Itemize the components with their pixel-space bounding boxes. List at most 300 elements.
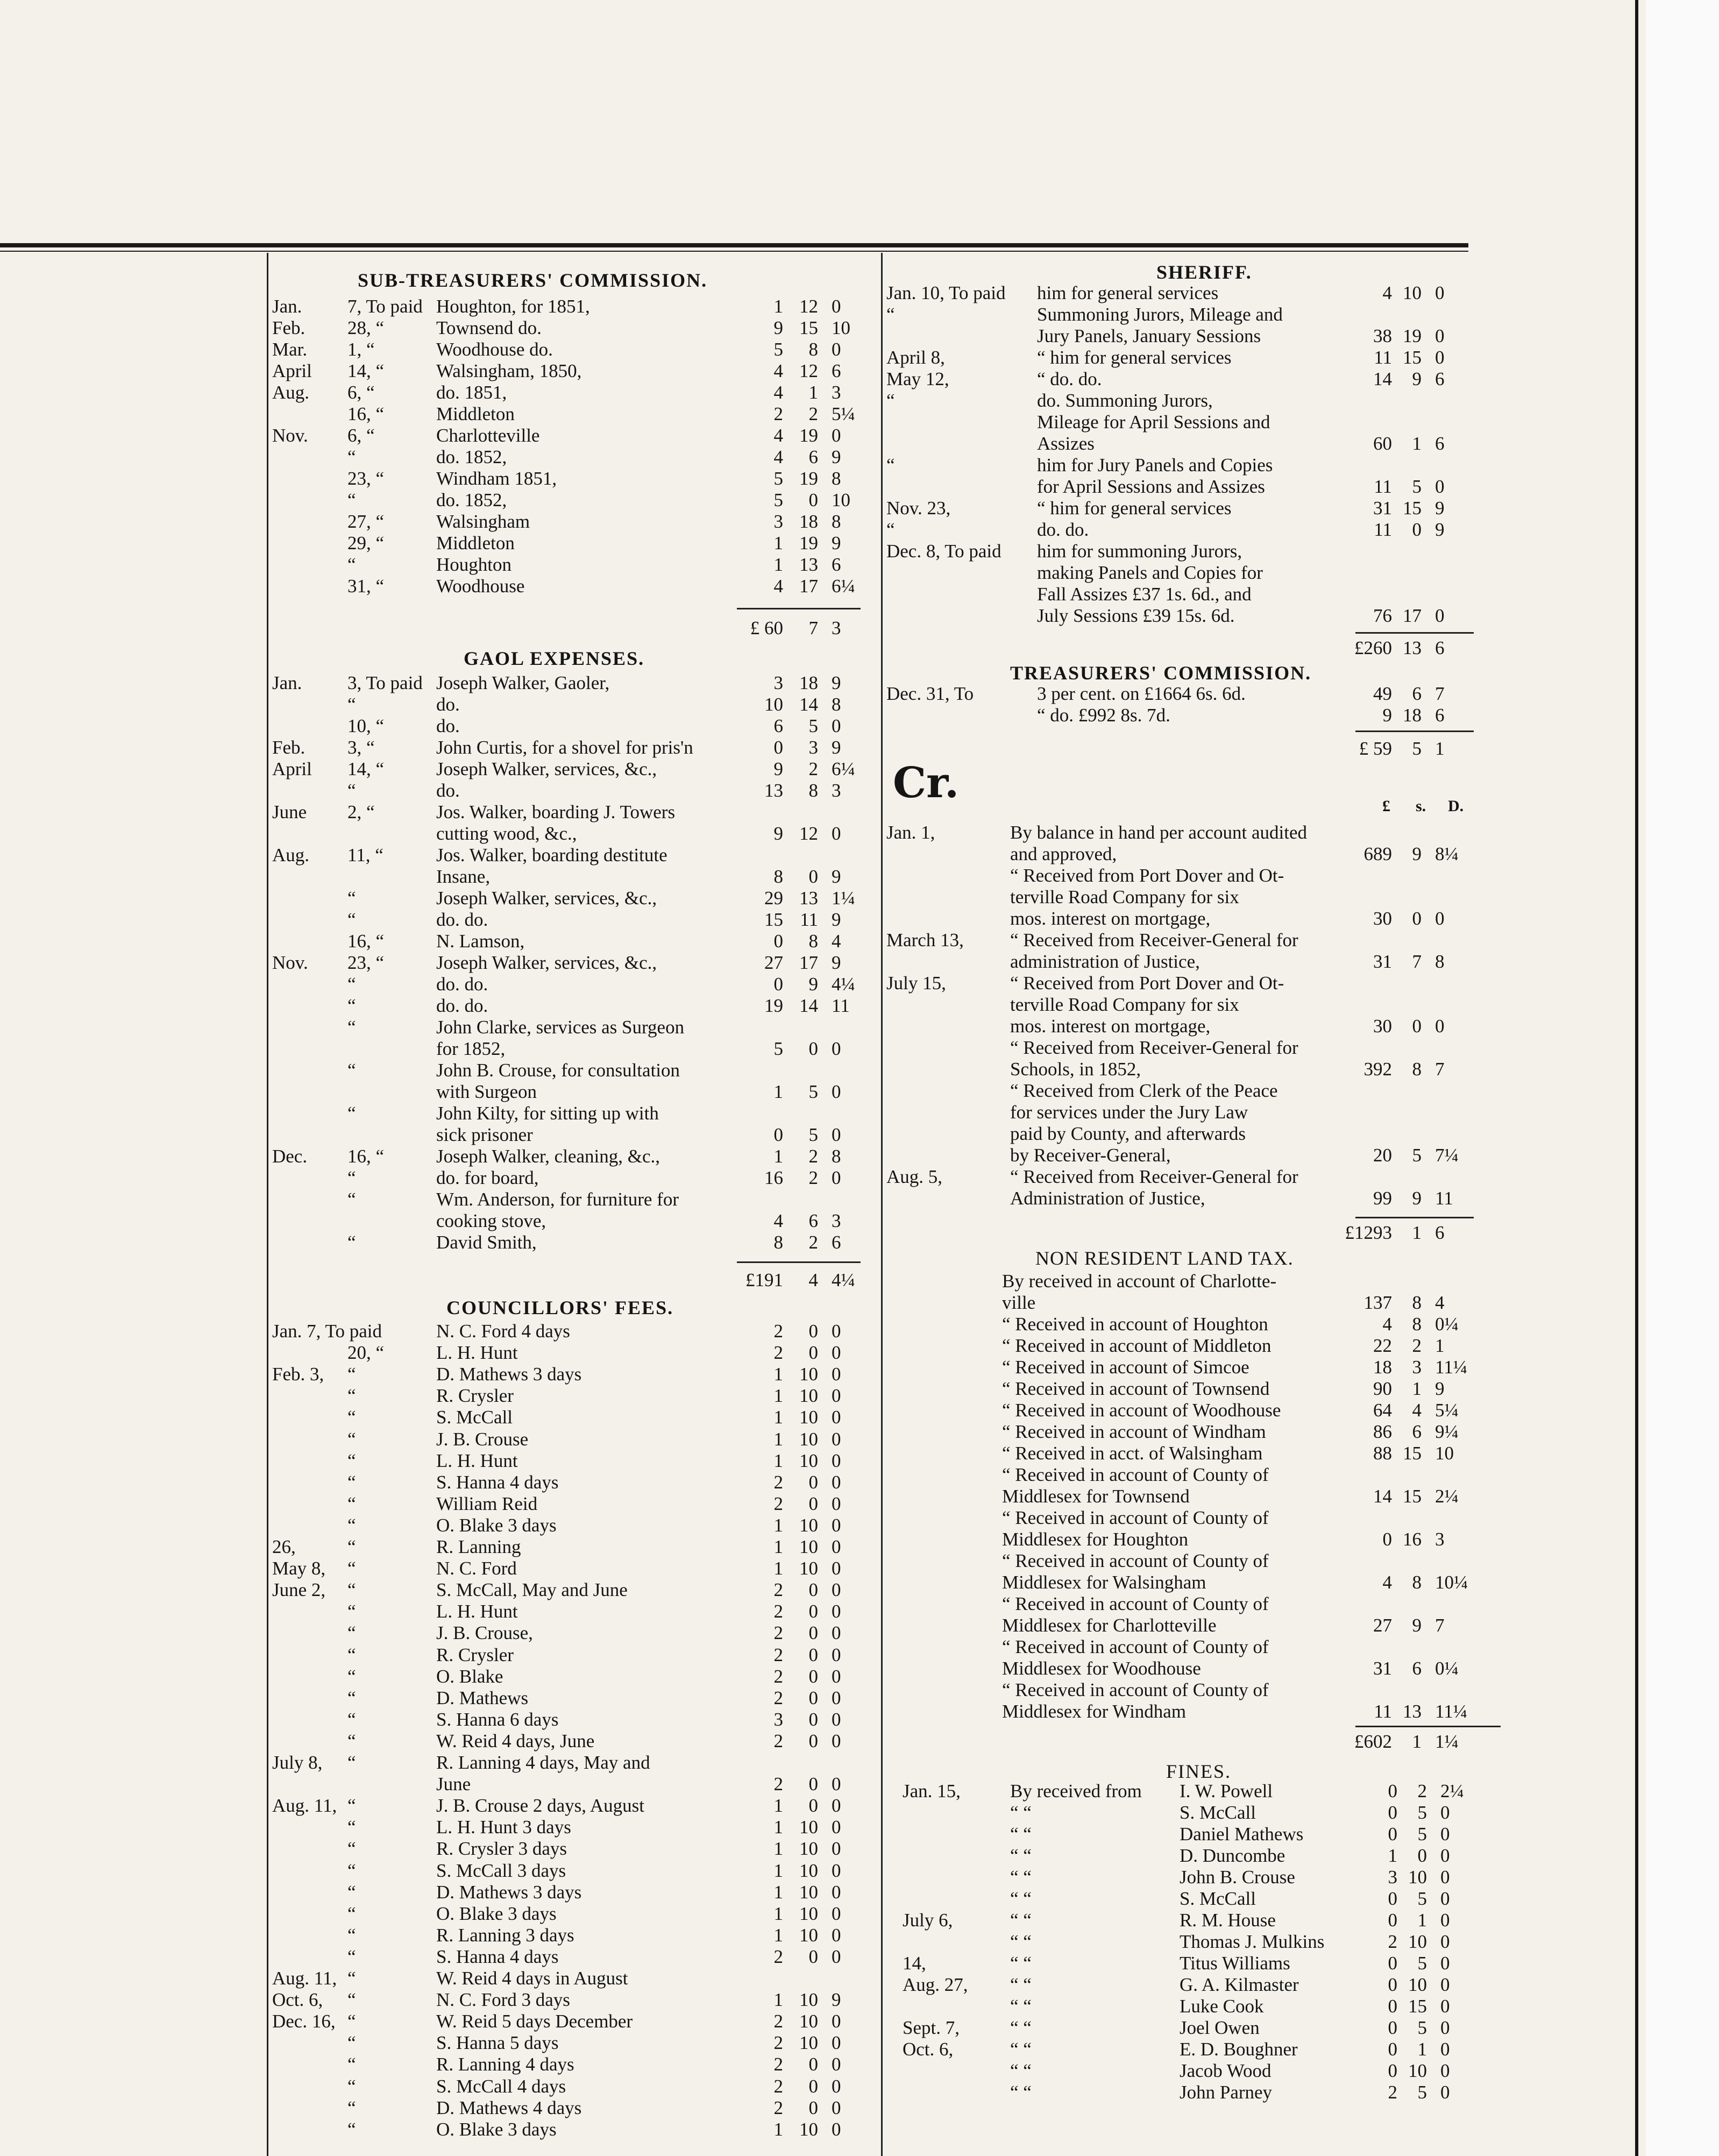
entry-description: S. McCall 4 days <box>436 2075 566 2097</box>
entry-description: John B. Crouse <box>1180 1867 1295 1888</box>
amount-shillings: 5 <box>1417 1953 1427 1974</box>
amount-pounds: 0 <box>1388 1910 1397 1931</box>
amount-shillings: 10 <box>799 1385 818 1407</box>
cr-heading: Cr. <box>893 758 960 807</box>
councillors-row <box>272 1817 875 1838</box>
fines-row <box>903 2082 1494 2103</box>
amount-pence: 0 <box>832 2054 841 2075</box>
amount-shillings: 10 <box>799 1860 818 1881</box>
councillors-row <box>272 1579 875 1601</box>
amount-pence: 0 <box>832 1860 841 1881</box>
amount-pounds: 38 <box>1373 325 1392 346</box>
councillors-row <box>272 1601 875 1622</box>
entry-description: Joseph Walker, services, &c., <box>436 888 657 909</box>
heading-land-tax: NON RESIDENT LAND TAX. <box>1035 1247 1294 1269</box>
entry-description: “ Received from Port Dover and Ot- <box>1010 973 1284 994</box>
amount-pounds: 1 <box>773 1385 783 1407</box>
amount-pence: 0 <box>832 1450 841 1471</box>
entry-date: Oct. 6, <box>903 2039 954 2060</box>
amount-pence: 0 <box>832 1622 841 1644</box>
entry-description: N. C. Ford <box>436 1558 517 1579</box>
sheriff-row <box>886 304 1494 325</box>
amount-shillings: 12 <box>799 360 818 381</box>
entry-date: Oct. 6, <box>272 1989 323 2011</box>
col-shillings: s. <box>1416 797 1426 815</box>
entry-date: Jan. 10, To paid <box>886 282 1006 303</box>
entry-description: do. <box>436 694 460 715</box>
entry-description: O. Blake 3 days <box>436 1903 557 1924</box>
amount-pounds: 2 <box>773 1774 783 1795</box>
entry-ditto: 16, “ <box>347 931 385 952</box>
amount-pence: 0 <box>1440 1888 1450 1909</box>
entry-ditto: “ “ <box>1010 2017 1032 2038</box>
amount-pounds: 689 <box>1363 843 1392 864</box>
entry-description: “ Received in account of Windham <box>1002 1421 1266 1442</box>
amount-shillings: 10 <box>799 1428 818 1450</box>
entry-date: “ <box>886 304 895 325</box>
entry-ditto: “ “ <box>1010 1867 1032 1888</box>
land-tax-row <box>886 1679 1494 1701</box>
sheriff-row <box>886 519 1494 541</box>
entry-description: John Kilty, for sitting up with <box>436 1103 659 1124</box>
amount-pence: 0¼ <box>1435 1658 1459 1679</box>
entry-description: Insane, <box>436 866 491 887</box>
amount-pounds: 1 <box>773 1989 783 2011</box>
entry-description: S. McCall 3 days <box>436 1860 566 1881</box>
amount-pence: 0 <box>832 1730 841 1751</box>
col-pounds: £ <box>1382 797 1390 815</box>
entry-description: do. 1852, <box>436 490 507 510</box>
entry-description: R. Lanning 3 days <box>436 1924 574 1946</box>
amount-pence: 9 <box>1435 519 1445 540</box>
entry-date: “ <box>886 455 895 476</box>
amount-shillings: 10 <box>799 1989 818 2011</box>
councillors-row <box>272 1989 875 2011</box>
amount-pence: 4¼ <box>832 974 855 995</box>
sheriff-row <box>886 282 1494 304</box>
amount-pounds: 4 <box>773 576 783 597</box>
amount-pence: 0 <box>832 1385 841 1407</box>
amount-pounds: 90 <box>1373 1378 1392 1399</box>
entry-ditto: “ <box>347 1536 356 1557</box>
gaol-row <box>272 995 875 1017</box>
fines-row <box>903 1802 1494 1824</box>
entry-description: J. B. Crouse, <box>436 1622 533 1644</box>
entry-description: O. Blake <box>436 1665 503 1687</box>
cr-row <box>886 973 1494 994</box>
entry-description: do. for board, <box>436 1167 539 1188</box>
amount-shillings: 9 <box>808 974 818 995</box>
amount-pence: 0 <box>1435 476 1445 497</box>
entry-ditto: “ <box>347 1017 356 1038</box>
sub-treasurers-row <box>272 317 875 339</box>
gaol-row <box>272 737 875 758</box>
entry-ditto: “ <box>347 1167 356 1188</box>
amount-pounds: 27 <box>764 952 783 973</box>
amount-shillings: 10 <box>799 1407 818 1428</box>
amount-pounds: 1 <box>773 1428 783 1450</box>
sub-treasurers-row <box>272 296 875 317</box>
entry-description: Luke Cook <box>1180 1996 1264 2017</box>
amount-pence: 11¼ <box>1435 1701 1467 1722</box>
entry-description: R. Crysler 3 days <box>436 1838 567 1860</box>
amount-pence: 0 <box>1440 1974 1450 1995</box>
amount-shillings: 0 <box>808 1622 818 1644</box>
entry-ditto: “ <box>347 2075 356 2097</box>
amount-pence: 5¼ <box>832 403 855 424</box>
page-margin <box>1646 0 1719 2156</box>
entry-description: “ Received in account of County of <box>1002 1679 1269 1700</box>
fines-row <box>903 2039 1494 2060</box>
entry-description: O. Blake 3 days <box>436 1514 557 1536</box>
fines-row <box>903 1931 1494 1953</box>
entry-ditto: 28, “ <box>347 317 385 338</box>
entry-date: Aug. <box>272 382 310 403</box>
entry-description: “ Received from Receiver-General for <box>1010 1037 1298 1058</box>
entry-ditto: “ <box>347 2011 356 2032</box>
gaol-row <box>272 1103 875 1124</box>
entry-ditto: “ <box>347 1450 356 1471</box>
amount-shillings: 5 <box>1412 1145 1422 1166</box>
entry-description: do. 1852, <box>436 446 507 467</box>
entry-date: July 6, <box>903 1910 953 1931</box>
amount-pence: 9 <box>832 909 841 930</box>
left-margin-rule <box>267 253 268 2156</box>
councillors-row <box>272 1709 875 1731</box>
amount-pence: 0 <box>1440 1996 1450 2017</box>
amount-pounds: 9 <box>773 317 783 338</box>
total-shillings: 1 <box>1412 1222 1422 1243</box>
amount-pence: 0 <box>1435 1016 1445 1037</box>
entry-date: Aug. 11, <box>272 1968 337 1989</box>
land-tax-row <box>886 1443 1494 1464</box>
entry-description: Walsingham, 1850, <box>436 360 582 381</box>
entry-date: May 8, <box>272 1558 326 1579</box>
amount-shillings: 8 <box>1412 1292 1422 1313</box>
entry-description: Woodhouse do. <box>436 339 553 360</box>
amount-shillings: 13 <box>1403 1701 1422 1722</box>
entry-description: Jury Panels, January Sessions <box>1037 325 1261 346</box>
cr-row <box>886 1080 1494 1102</box>
councillors-row <box>272 1925 875 1946</box>
amount-pence: 3 <box>1435 1529 1445 1550</box>
entry-date: Nov. 23, <box>886 498 951 519</box>
entry-ditto: “ <box>347 1428 356 1450</box>
entry-description: for April Sessions and Assizes <box>1037 476 1265 497</box>
councillors-row <box>272 1321 875 1342</box>
amount-pounds: 5 <box>773 490 783 510</box>
amount-pence: 0 <box>832 1665 841 1687</box>
entry-description: him for general services <box>1037 282 1219 303</box>
amount-pounds: 49 <box>1373 683 1392 704</box>
amount-shillings: 8 <box>1412 1314 1422 1335</box>
amount-shillings: 10 <box>799 1838 818 1860</box>
entry-description: Middlesex for Walsingham <box>1002 1572 1206 1593</box>
amount-pounds: 2 <box>773 1471 783 1493</box>
cr-row <box>886 1145 1494 1166</box>
total-pounds: £260 <box>1354 637 1392 658</box>
amount-pence: 0 <box>832 1038 841 1059</box>
fines-row <box>903 1953 1494 1974</box>
treasurers-row <box>886 683 1494 705</box>
entry-description: S. Hanna 4 days <box>436 1946 559 1967</box>
entry-description: G. A. Kilmaster <box>1180 1974 1299 1995</box>
councillors-row <box>272 2054 875 2075</box>
amount-shillings: 2 <box>808 758 818 779</box>
entry-description: Middlesex for Woodhouse <box>1002 1658 1201 1679</box>
amount-pounds: 0 <box>1388 2060 1397 2081</box>
entry-description: “ Received in account of County of <box>1002 1636 1269 1657</box>
entry-ditto: “ <box>347 1708 356 1730</box>
amount-pence: 9 <box>832 737 841 758</box>
amount-pounds: 14 <box>1373 1486 1392 1507</box>
amount-pounds: 3 <box>1388 1867 1397 1888</box>
land-tax-row <box>886 1486 1494 1507</box>
entry-description: Fall Assizes £37 1s. 6d., and <box>1037 584 1252 605</box>
sheriff-row <box>886 455 1494 476</box>
amount-pounds: 30 <box>1373 908 1392 929</box>
amount-shillings: 0 <box>808 1687 818 1708</box>
entry-ditto: “ <box>347 888 356 909</box>
gaol-row <box>272 974 875 995</box>
entry-ditto: “ <box>347 1752 356 1773</box>
entry-description: R. Lanning 4 days <box>436 2054 574 2075</box>
councillors-row <box>272 1946 875 1968</box>
amount-pounds: 16 <box>764 1167 783 1188</box>
amount-pence: 8 <box>832 511 841 532</box>
entry-ditto: “ “ <box>1010 1953 1032 1974</box>
amount-shillings: 0 <box>1412 908 1422 929</box>
sub-treasurers-row <box>272 382 875 403</box>
amount-pence: 8 <box>832 694 841 715</box>
amount-shillings: 10 <box>799 1881 818 1903</box>
amount-shillings: 10 <box>1403 282 1422 303</box>
entry-ditto: 27, “ <box>347 511 385 532</box>
amount-shillings: 11 <box>800 909 818 930</box>
entry-description: mos. interest on mortgage, <box>1010 908 1211 929</box>
amount-pounds: 4 <box>773 1210 783 1231</box>
entry-date: March 13, <box>886 930 964 951</box>
land-tax-row <box>886 1378 1494 1400</box>
entry-description: 3 per cent. on £1664 6s. 6d. <box>1037 683 1246 704</box>
gaol-row <box>272 866 875 888</box>
amount-pence: 0 <box>1435 325 1445 346</box>
gaol-row <box>272 1232 875 1253</box>
entry-ditto: “ <box>347 1860 356 1881</box>
cr-row <box>886 1037 1494 1059</box>
councillors-row <box>272 1968 875 1989</box>
total-pence: 1¼ <box>1435 1731 1459 1752</box>
amount-shillings: 9 <box>1412 1615 1422 1636</box>
top-rule-thin <box>0 251 1468 252</box>
entry-description: W. Reid 5 days December <box>436 2011 633 2032</box>
amount-pounds: 88 <box>1373 1443 1392 1464</box>
amount-shillings: 5 <box>1412 476 1422 497</box>
amount-pence: 0 <box>832 296 841 317</box>
amount-pounds: 2 <box>1388 1931 1397 1952</box>
amount-pence: 0 <box>832 339 841 360</box>
amount-shillings: 5 <box>808 1081 818 1102</box>
amount-pence: 8 <box>1435 951 1445 972</box>
amount-pence: 7 <box>1435 683 1445 704</box>
entry-description: “ Received in account of County of <box>1002 1464 1269 1485</box>
sheriff-row <box>886 433 1494 455</box>
amount-shillings: 3 <box>1412 1357 1422 1378</box>
amount-shillings: 18 <box>799 511 818 532</box>
amount-pounds: 6 <box>773 715 783 736</box>
entry-description: Summoning Jurors, Mileage and <box>1037 304 1283 325</box>
entry-description: E. D. Boughner <box>1180 2039 1298 2060</box>
amount-pence: 9 <box>832 672 841 693</box>
entry-description: “ Received in account of Houghton <box>1002 1314 1268 1335</box>
amount-shillings: 8 <box>808 339 818 360</box>
amount-pounds: 2 <box>773 2075 783 2097</box>
entry-ditto: 16, “ <box>347 1146 385 1167</box>
amount-shillings: 2 <box>1417 1781 1427 1802</box>
entry-ditto: 29, “ <box>347 533 385 554</box>
amount-shillings: 10 <box>1408 1931 1427 1952</box>
entry-description: Windham 1851, <box>436 468 557 489</box>
amount-shillings: 9 <box>1412 368 1422 389</box>
amount-pounds: 0 <box>1388 1824 1397 1845</box>
amount-shillings: 2 <box>808 1167 818 1188</box>
amount-pence: 0 <box>1435 282 1445 303</box>
amount-pence: 0 <box>832 823 841 844</box>
gaol-row <box>272 931 875 952</box>
gaol-row <box>272 823 875 845</box>
land-tax-row <box>886 1636 1494 1658</box>
fines-row <box>903 1824 1494 1845</box>
entry-ditto: “ <box>347 446 356 467</box>
entry-date: Jan. 1, <box>886 822 935 843</box>
entry-description: D. Mathews <box>436 1687 529 1708</box>
amount-shillings: 1 <box>808 382 818 403</box>
entry-ditto: 11, “ <box>347 845 383 866</box>
entry-description: R. Lanning <box>436 1536 521 1557</box>
amount-pence: 0 <box>832 2011 841 2032</box>
entry-description: Wm. Anderson, for furniture for <box>436 1189 679 1210</box>
entry-ditto: “ <box>347 780 356 801</box>
amount-shillings: 14 <box>799 995 818 1016</box>
entry-description: Joseph Walker, Gaoler, <box>436 672 610 693</box>
amount-shillings: 16 <box>1403 1529 1422 1550</box>
amount-pounds: 76 <box>1373 605 1392 626</box>
entry-date: Jan. 7, To paid <box>272 1321 382 1342</box>
amount-shillings: 8 <box>808 931 818 952</box>
gaol-row <box>272 715 875 737</box>
amount-shillings: 0 <box>808 1342 818 1364</box>
entry-ditto: “ <box>347 2032 356 2054</box>
amount-pounds: 1 <box>773 1364 783 1385</box>
gaol-row <box>272 758 875 780</box>
land-tax-row <box>886 1421 1494 1443</box>
entry-ditto: 2, “ <box>347 802 375 822</box>
entry-description: Joseph Walker, services, &c., <box>436 758 657 779</box>
entry-description: R. Crysler <box>436 1644 514 1665</box>
amount-pounds: 0 <box>1388 1996 1397 2017</box>
entry-date: Jan. 15, <box>903 1781 961 1802</box>
fines-row <box>903 1974 1494 1996</box>
amount-pence: 0 <box>832 1342 841 1364</box>
amount-pounds: 2 <box>773 1665 783 1687</box>
amount-shillings: 19 <box>799 425 818 446</box>
entry-description: D. Duncombe <box>1180 1845 1285 1866</box>
entry-description: By received in account of Charlotte- <box>1002 1271 1277 1292</box>
amount-pence: 6 <box>1435 433 1445 454</box>
gaol-row <box>272 1167 875 1189</box>
amount-shillings: 0 <box>808 2054 818 2075</box>
amount-shillings: 0 <box>1417 1845 1427 1866</box>
entry-date: Feb. <box>272 737 306 758</box>
amount-shillings: 14 <box>799 694 818 715</box>
amount-pence: 9 <box>1435 498 1445 519</box>
amount-shillings: 5 <box>1417 2017 1427 2038</box>
entry-date: Aug. 5, <box>886 1166 943 1187</box>
amount-pence: 10 <box>1435 1443 1454 1464</box>
amount-pounds: 14 <box>1373 368 1392 389</box>
amount-pounds: 2 <box>773 2032 783 2054</box>
amount-pence: 10 <box>832 317 850 338</box>
entry-ditto: “ “ <box>1010 2039 1032 2060</box>
councillors-row <box>272 1622 875 1644</box>
amount-pence: 6 <box>832 1232 841 1253</box>
entry-ditto: “ <box>347 909 356 930</box>
fines-row <box>903 1888 1494 1910</box>
entry-date: Nov. <box>272 425 308 446</box>
councillors-row <box>272 2011 875 2032</box>
amount-pence: 9¼ <box>1435 1421 1459 1442</box>
amount-pence: 0 <box>832 1644 841 1665</box>
amount-pence: 0 <box>1440 2082 1450 2103</box>
amount-pence: 0 <box>832 1881 841 1903</box>
amount-pounds: 11 <box>1374 347 1392 368</box>
amount-pence: 11 <box>832 995 850 1016</box>
entry-description: July Sessions £39 15s. 6d. <box>1037 605 1235 626</box>
amount-pounds: 31 <box>1373 951 1392 972</box>
amount-pence: 0 <box>1440 1931 1450 1952</box>
councillors-row <box>272 1364 875 1385</box>
councillors-row <box>272 1752 875 1774</box>
cr-row <box>886 1188 1494 1209</box>
amount-pence: 9 <box>832 446 841 467</box>
entry-description: N. C. Ford 3 days <box>436 1989 570 2011</box>
entry-description: W. Reid 4 days, June <box>436 1730 595 1751</box>
amount-pounds: 9 <box>773 823 783 844</box>
gaol-row <box>272 802 875 823</box>
amount-pence: 3 <box>832 780 841 801</box>
amount-shillings: 15 <box>1403 1486 1422 1507</box>
entry-ditto: “ <box>347 1881 356 1903</box>
entry-ditto: “ <box>347 1060 356 1081</box>
amount-shillings: 10 <box>799 2118 818 2140</box>
amount-pence: 0 <box>832 425 841 446</box>
entry-description: administration of Justice, <box>1010 951 1200 972</box>
amount-shillings: 13 <box>799 554 818 575</box>
treasurers-sum-rule <box>1355 731 1474 732</box>
amount-shillings: 8 <box>1412 1572 1422 1593</box>
amount-pounds: 1 <box>773 296 783 317</box>
amount-shillings: 8 <box>1412 1059 1422 1080</box>
entry-ditto: 23, “ <box>347 468 385 489</box>
entry-date: Sept. 7, <box>903 2017 960 2038</box>
entry-description: “ Received in account of Simcoe <box>1002 1357 1249 1378</box>
sub-treasurers-row <box>272 511 875 533</box>
amount-pence: 8 <box>832 468 841 489</box>
sheriff-row <box>886 368 1494 390</box>
amount-pounds: 10 <box>764 694 783 715</box>
amount-pounds: 11 <box>1374 476 1392 497</box>
amount-pounds: 2 <box>773 403 783 424</box>
